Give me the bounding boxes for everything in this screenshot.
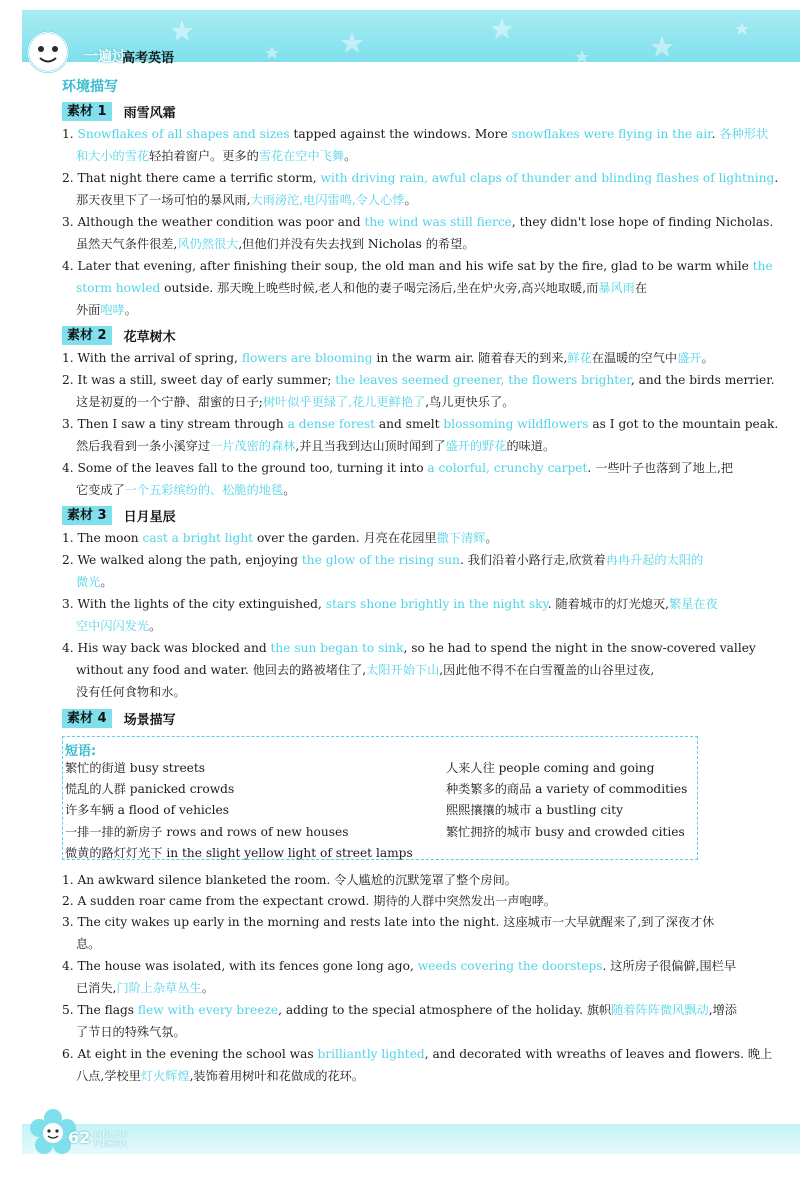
text-segment: 1. With the arrival of spring, [62,351,242,365]
highlighted-phrase: 灯火辉煌 [140,1069,190,1083]
text-line [76,236,756,252]
text-line [62,872,742,888]
text-segment: 。 [701,351,714,365]
highlighted-phrase: with driving rain, awful claps of thunder and blinding flashes of lightning [320,171,775,185]
phrase-item: 一排一排的新房子 rows and rows of new houses [65,825,349,839]
highlighted-phrase: stars shone brightly in the night sky [325,597,548,611]
highlighted-phrase: 大雨滂沱,电闪雷鸣,令人心悸 [250,193,405,207]
text-segment: ,因此他不得不在白雪覆盖的山谷里过夜, [439,663,655,677]
highlighted-phrase: 盛开 [677,351,702,365]
phrase-item: 繁忙拥挤的城市 busy and crowded cities [446,825,685,839]
text-segment: 没有任何食物和水。 [76,685,186,699]
text-line [62,893,742,909]
text-segment: ,鸟儿更快乐了。 [425,395,515,409]
section-title: 环境描写 [62,79,118,95]
highlighted-phrase: 一片茂密的森林 [210,439,296,453]
text-line [76,936,756,952]
text-segment: 6. At eight in the evening the school was [62,1047,318,1061]
material-title: 雨雪风霜 [123,105,176,121]
text-segment: 。 [124,303,137,317]
highlighted-phrase: 撒下清辉 [436,531,486,545]
text-segment: ,装饰着用树叶和花做成的花环。 [189,1069,365,1083]
text-line [62,258,773,274]
text-line [62,958,742,974]
text-segment: 。 [201,981,214,995]
highlighted-phrase: 门阶上杂草丛生 [116,981,202,995]
highlighted-phrase: 一个五彩缤纷的、松脆的地毯 [124,483,284,497]
text-segment: , adding to the special atmosphere of the holiday. 旗帜 [278,1003,612,1017]
text-line [62,372,775,388]
footer-slogan: 下课练天天 [92,1140,127,1148]
highlighted-phrase: 风仍然很大 [177,237,239,251]
material-tag: 素材 2 [62,326,112,345]
text-segment: 1. An awkward silence blanketed the room. 令人尴尬的沉默笼罩了整个房间。 [62,873,517,887]
highlighted-phrase: blossoming wildflowers [443,417,589,431]
highlighted-phrase: weeds covering the doorsteps [417,959,603,973]
text-segment: tapped against the windows. More [289,127,512,141]
material-title: 日月星辰 [123,509,176,525]
highlighted-phrase: 树叶似乎更绿了,花儿更鲜艳了 [262,395,426,409]
text-segment: outside. 那天晚上晚些时候,老人和他的妻子喝完汤后,坐在炉火旁,高兴地取暖,而 [160,281,599,295]
highlighted-phrase: 鲜花 [567,351,592,365]
text-segment: . [774,171,779,185]
highlighted-phrase: snowflakes were flying in the air [511,127,712,141]
text-line [62,416,779,432]
phrase-box-title: 短语: [65,744,97,759]
text-segment: ,但他们并没有失去找到 Nicholas 的希望。 [238,237,475,251]
text-segment: without any food and water. 他回去的路被堵住了, [76,663,367,677]
highlighted-phrase: the leaves seemed greener, the flowers brighter [335,373,631,387]
text-segment: 4. Later that evening, after finishing their soup, the old man and his wife sat by the fire, glad to be warm while [62,259,753,273]
brand-logo: 一遍过 [84,49,126,65]
text-segment: 息。 [76,937,101,951]
highlighted-phrase: 咆哮 [100,303,125,317]
highlighted-phrase: the sun began to sink [270,641,404,655]
text-line [76,302,756,318]
highlighted-phrase: 微光 [76,575,101,589]
highlighted-phrase: flowers are blooming [241,351,373,365]
phrase-item: 种类繁多的商品 a variety of commodities [446,782,688,796]
phrase-item: 慌乱的人群 panicked crowds [65,782,235,796]
text-segment: 2. We walked along the path, enjoying [62,553,302,567]
text-segment: 在温暖的空气中 [591,351,678,365]
text-line [76,482,756,498]
text-segment: , and decorated with wreaths of leaves and flowers. 晚上 [424,1047,773,1061]
text-line [76,1024,756,1040]
highlighted-phrase: the glow of the rising sun [301,553,460,567]
highlighted-phrase: 雪花在空中飞舞 [258,149,345,163]
text-line [62,214,774,230]
phrase-item: 熙熙攘攘的城市 a bustling city [446,803,623,817]
material-title: 花草树木 [123,329,176,345]
text-line [62,914,742,930]
text-segment: 5. The flags [62,1003,138,1017]
phrase-item: 人来人往 people coming and going [446,761,655,775]
highlighted-phrase: 各种形状 [719,127,769,141]
text-segment: ,增添 [708,1003,737,1017]
text-segment: . 我们沿着小路行走,欣赏着 [460,553,606,567]
text-segment: 2. It was a still, sweet day of early summer; [62,373,336,387]
material-tag: 素材 4 [62,709,112,728]
text-segment: 八点,学校里 [76,1069,141,1083]
text-segment: 3. Then I saw a tiny stream through [62,417,288,431]
text-segment: 。 [485,531,498,545]
text-segment: 。 [283,483,296,497]
footer-slogan: 上课认真听 [92,1131,127,1139]
page-number: 62 [68,1128,91,1147]
text-line [62,1002,742,1018]
text-segment: 外面 [76,303,101,317]
text-segment: . 一些叶子也落到了地上,把 [587,461,734,475]
text-segment: 然后我看到一条小溪穿过 [76,439,211,453]
text-segment: . 这所房子很偏僻,围栏早 [602,959,737,973]
text-line [62,596,742,612]
text-line [76,980,756,996]
material-heading [62,505,176,525]
material-heading [62,708,176,728]
text-line [76,192,756,208]
text-segment: 在 [634,281,648,295]
text-line [76,1068,756,1084]
text-line [76,618,756,634]
text-segment: 4. His way back was blocked and [62,641,271,655]
text-segment: 轻拍着窗户。更多的 [149,149,259,163]
text-segment: 。 [149,619,162,633]
text-segment: 2. That night there came a terrific storm, [62,171,321,185]
text-segment: , so he had to spend the night in the snow-covered valley [403,641,756,655]
highlighted-phrase: storm howled [76,281,161,295]
text-segment: 1. The moon [62,531,143,545]
phrase-item: 微黄的路灯灯光下 in the slight yellow light of street lamps [65,846,413,860]
text-line [62,640,756,656]
highlighted-phrase: 和大小的雪花 [76,149,150,163]
text-segment: 1. [62,127,78,141]
text-segment: 那天夜里下了一场可怕的暴风雨, [76,193,251,207]
text-segment: 了节日的特殊气氛。 [76,1025,186,1039]
highlighted-phrase: 随着阵阵微风飘动 [611,1003,709,1017]
highlighted-phrase: flew with every breeze [137,1003,279,1017]
text-segment: 3. With the lights of the city extinguished, [62,597,326,611]
phrase-item: 许多车辆 a flood of vehicles [65,803,230,817]
text-line [76,394,756,410]
text-line [62,350,742,366]
text-line [76,438,756,454]
subject-title: 高考英语 [122,51,175,66]
text-line [62,460,742,476]
text-segment: 虽然天气条件很差, [76,237,178,251]
text-line [62,1046,773,1062]
text-line [76,662,756,678]
text-segment: 2. A sudden roar came from the expectant crowd. 期待的人群中突然发出一声咆哮。 [62,894,557,908]
phrase-box [62,736,698,860]
text-segment: ,并且当我到达山顶时闻到了 [295,439,446,453]
text-segment: 3. The city wakes up early in the morning and rests late into the night. 这座城市一大早就醒来了,到了深夜才休 [62,915,715,929]
highlighted-phrase: 太阳开始下山 [366,663,440,677]
text-segment: in the warm air. 随着春天的到来, [372,351,568,365]
text-segment: 已消失, [76,981,117,995]
text-segment: 。 [344,149,357,163]
text-segment: 。 [100,575,113,589]
text-line [76,684,756,700]
text-line [76,280,756,296]
text-line [62,126,769,142]
highlighted-phrase: Snowflakes of all shapes and sizes [77,127,290,141]
highlighted-phrase: 繁星在夜 [669,597,718,611]
text-line [62,530,742,546]
text-line [76,148,756,164]
highlighted-phrase: cast a bright light [142,531,254,545]
text-segment: , they didn't lose hope of finding Nicholas. [511,215,774,229]
text-segment: 的味道。 [506,439,556,453]
material-title: 场景描写 [123,712,176,728]
text-line [76,574,756,590]
text-segment: 3. Although the weather condition was poor and [62,215,365,229]
text-segment: 4. Some of the leaves fall to the ground too, turning it into [62,461,428,475]
mascot-icon [26,30,70,74]
highlighted-phrase: the [752,259,773,273]
text-segment: 它变成了 [76,483,125,497]
highlighted-phrase: a colorful, crunchy carpet [427,461,588,475]
footer-band [22,1124,800,1154]
highlighted-phrase: 冉冉升起的太阳的 [605,553,704,567]
highlighted-phrase: 盛开的野花 [445,439,507,453]
text-segment: as I got to the mountain peak. [588,417,779,431]
text-segment: and smelt [375,417,444,431]
text-segment: 。 [404,193,417,207]
material-tag: 素材 3 [62,506,112,525]
text-segment: , and the birds merrier. [630,373,775,387]
highlighted-phrase: 暴风雨 [598,281,635,295]
text-segment: . 随着城市的灯光熄灭, [547,597,670,611]
material-heading [62,101,176,121]
text-line [62,552,742,568]
material-tag: 素材 1 [62,102,112,121]
text-segment: 4. The house was isolated, with its fences gone long ago, [62,959,418,973]
highlighted-phrase: brilliantly lighted [317,1047,425,1061]
text-segment: 这是初夏的一个宁静、甜蜜的日子; [76,395,263,409]
text-line [62,170,779,186]
material-heading [62,325,176,345]
phrase-item: 繁忙的街道 busy streets [65,761,206,775]
text-segment: over the garden. 月亮在花园里 [253,531,437,545]
highlighted-phrase: the wind was still fierce [364,215,512,229]
highlighted-phrase: 空中闪闪发光 [76,619,150,633]
text-segment: . [711,127,720,141]
highlighted-phrase: a dense forest [287,417,376,431]
